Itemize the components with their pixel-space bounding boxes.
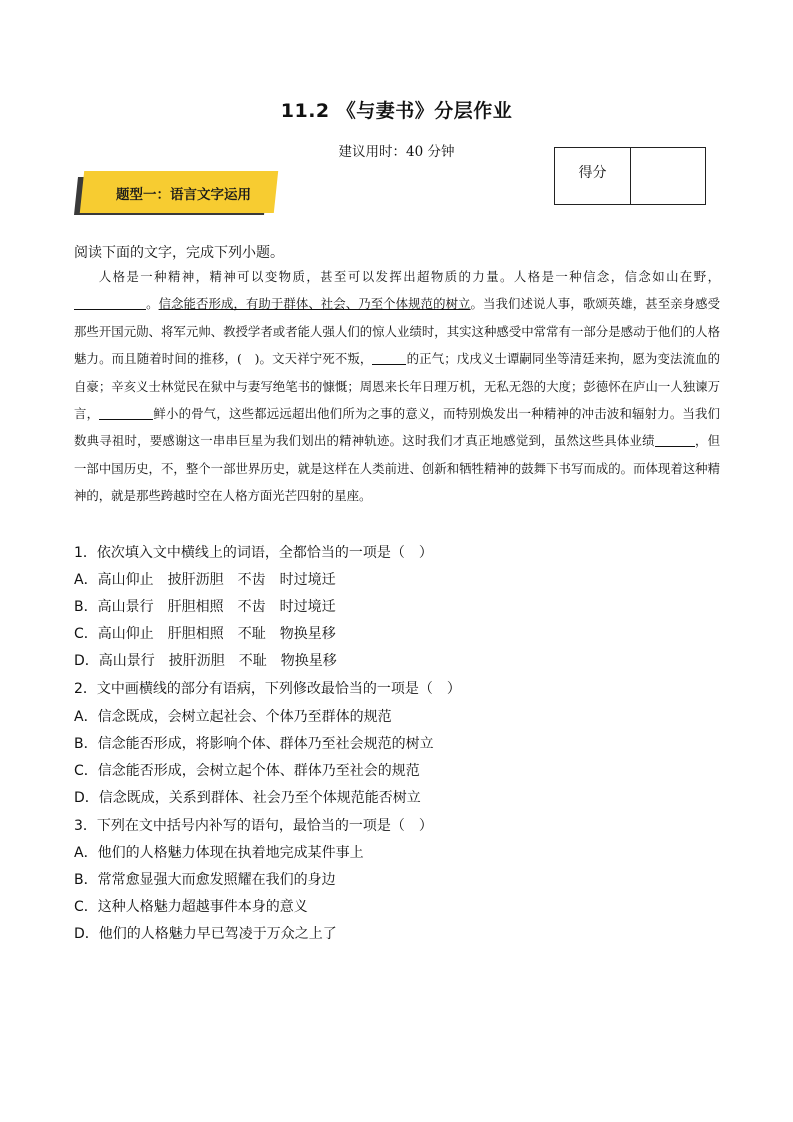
question-3-option-c[interactable]: C．这种人格魅力超越事件本身的意义 xyxy=(74,899,308,915)
question-1-option-d[interactable]: D．高山景行 披肝沥胆 不耻 物换星移 xyxy=(74,653,337,669)
question-3-option-d[interactable]: D．他们的人格魅力早已驾凌于万众之上了 xyxy=(74,926,337,942)
passage-text-6: 鲜小的骨气，这些都远远超出他们所为之事的意义，而特别焕发出一种精神的冲击波和辐射力。当我们数典寻祖时，要感谢这一串串巨星为我们划出的精神轨迹。这时我们才真正地感觉到，虽然这些具体业绩 xyxy=(74,406,721,449)
question-2-option-b[interactable]: B．信念能否形成，将影响个体、群体乃至社会规范的树立 xyxy=(74,736,434,752)
reading-instruction: 阅读下面的文字，完成下列小题。 xyxy=(74,245,284,261)
section-badge xyxy=(76,171,278,217)
score-label: 得分 xyxy=(555,148,631,204)
passage-text-1: 人格是一种精神，精神可以变物质，甚至可以发挥出超物质的力量。人格是一种信念，信念如山在野， xyxy=(98,269,720,284)
blank-2[interactable] xyxy=(372,350,406,365)
question-3-option-a[interactable]: A．他们的人格魅力体现在执着地完成某件事上 xyxy=(74,845,364,861)
question-2-option-a[interactable]: A．信念既成，会树立起社会、个体乃至群体的规范 xyxy=(74,709,392,725)
question-2-option-d[interactable]: D．信念既成，关系到群体、社会乃至个体规范能否树立 xyxy=(74,790,421,806)
underlined-sentence: 信念能否形成，有助于群体、社会、乃至个体规范的树立 xyxy=(158,296,471,312)
section-badge-label: 题型一：语言文字运用 xyxy=(116,187,251,203)
passage-text-4: 。当我们述说人事，歌颂英雄，甚至亲身感受那些开国元勋、将军元帅、教授学者或者能人强人们的惊人业绩时，其实这种感受中常常有一部分是感动于他们的人格魅力。而且随着时间的推移，( )。文天祥宁死不叛， xyxy=(74,296,721,367)
blank-1[interactable] xyxy=(74,295,146,310)
question-1-option-b[interactable]: B．高山景行 肝胆相照 不齿 时过境迁 xyxy=(74,599,336,615)
question-1-option-a[interactable]: A．高山仰止 披肝沥胆 不齿 时过境迁 xyxy=(74,572,336,588)
question-2-option-c[interactable]: C．信念能否形成，会树立起个体、群体乃至社会的规范 xyxy=(74,763,420,779)
blank-4[interactable] xyxy=(655,432,695,447)
blank-3[interactable] xyxy=(99,405,153,420)
question-3-stem: 3．下列在文中括号内补写的语句，最恰当的一项是（ ） xyxy=(74,818,433,834)
page-title: 11.2 《与妻书》分层作业 xyxy=(280,100,513,122)
question-1-option-c[interactable]: C．高山仰止 肝胆相照 不耻 物换星移 xyxy=(74,626,336,642)
question-1-stem: 1．依次填入文中横线上的词语，全都恰当的一项是（ ） xyxy=(74,545,433,561)
question-3-option-b[interactable]: B．常常愈显强大而愈发照耀在我们的身边 xyxy=(74,872,336,888)
suggested-time: 建议用时：40 分钟 xyxy=(338,144,455,160)
passage-text-2: 。 xyxy=(146,296,159,312)
reading-passage xyxy=(74,263,720,510)
score-box xyxy=(554,147,706,205)
passage-text-5: 的正气；戊戌义士谭嗣同坐等清廷来拘，愿为变法流血的自豪；辛亥义士林觉民在狱中与妻写绝笔书的慷慨；周恩来长年日理万机，无私无怨的大度；彭德怀在庐山一人独谏万言， xyxy=(74,351,721,422)
question-2-stem: 2．文中画横线的部分有语病，下列修改最恰当的一项是（ ） xyxy=(74,681,461,697)
score-value-cell[interactable] xyxy=(631,148,705,204)
passage-text-7: ，但一部中国历史，不，整个一部世界历史，就是这样在人类前进、创新和牺牲精神的鼓舞下书写而成的。而体现着这种精神的，就是那些跨越时空在人格方面光芒四射的星座。 xyxy=(74,433,720,504)
passage-paragraph xyxy=(74,263,720,510)
